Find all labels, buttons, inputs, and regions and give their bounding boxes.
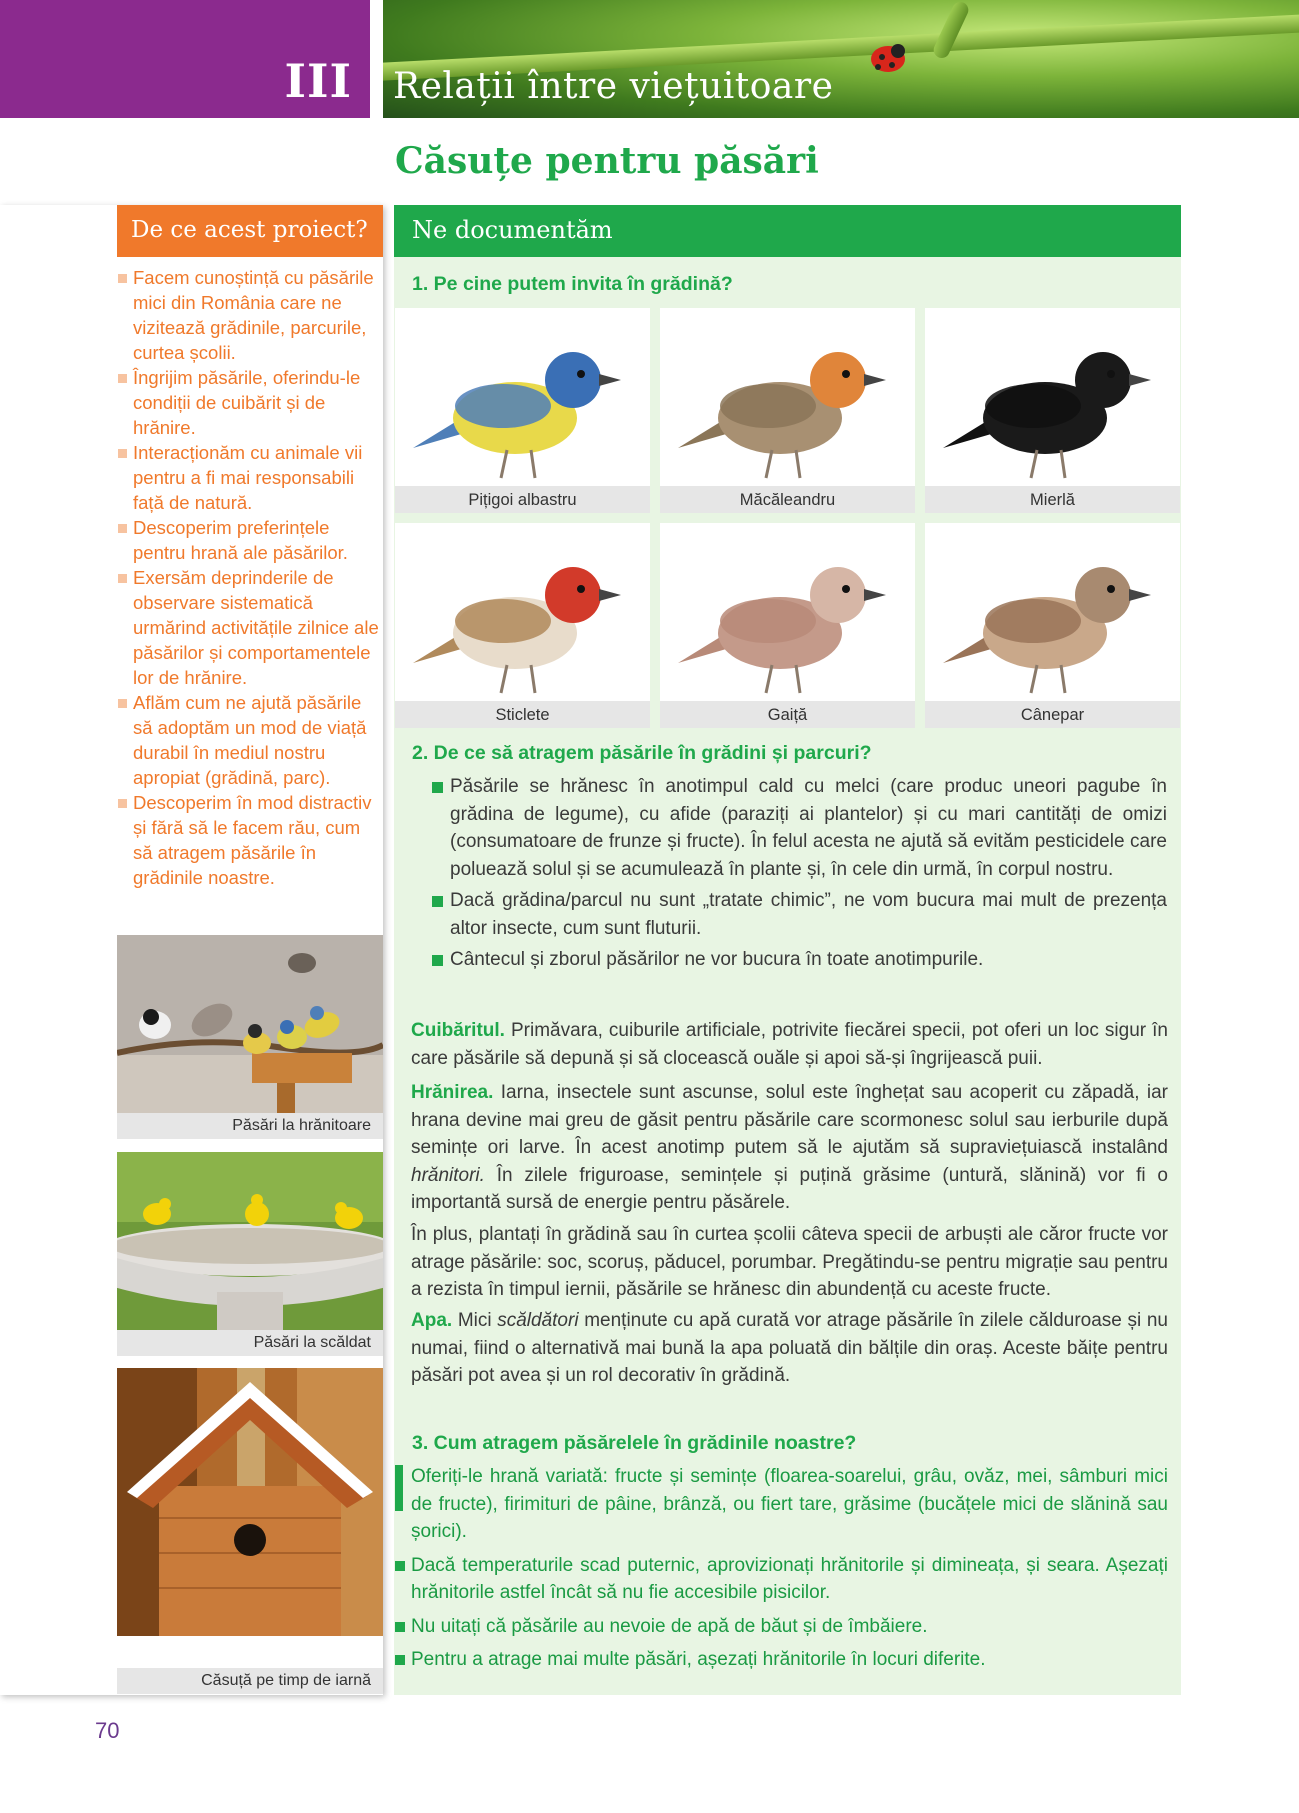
list-item: Dacă temperaturile scad puternic, aprovizionați hrănitorile și dimineața, și seara. Așezați hrănitorile astfel încât să nu fie accesibile pisicilor. [393,1552,1168,1607]
list-item: Cântecul și zborul păsărilor ne vor bucura în toate anotimpurile. [432,946,1167,974]
bird-card [395,523,650,728]
bird-caption: Măcăleandru [660,486,915,513]
bird-caption: Sticlete [395,701,650,728]
bird-card [660,523,915,728]
list-item: Oferiți-le hrană variată: fructe și semințe (floarea-soarelui, grâu, ovăz, mei, sâmburi mici de fructe), firimituri de pâine, brânză, ou fiert tare, grăsime (bucățele mici de slănină sau șorici). [393,1463,1168,1546]
feeding-label: Hrănirea. [411,1082,494,1103]
why-item: Exersăm deprinderile de observare sistematică urmărind activitățile zilnice ale păsărilor și comportamentele lor de hrănire. [117,565,379,690]
bird-caption: Cânepar [925,701,1180,728]
birdhouse-photo [117,1368,383,1668]
feeding-paragraph: Hrănirea. Iarna, insectele sunt ascunse, solul este înghețat sau acoperit cu zăpadă, iar hrana devine mai greu de găsit pentru păsările care scormonesc solul sau ierburile după semințe ori larve. În acest anotimp putem să le ajutăm să supraviețuiască instalând hrănitori. În zilele friguroase, semințele și puțină grăsime (untură, slănină) vor fi o importantă sursă de energie pentru păsărele. [411,1082,1168,1213]
photo-caption: Păsări la hrănitoare [117,1113,383,1139]
bath-photo [117,1152,383,1330]
page-title: Căsuțe pentru păsări [395,140,819,182]
question-1-title: 1. Pe cine putem invita în grădină? [412,273,733,295]
tips-list [393,1463,1168,1680]
why-item: Descoperim preferințele pentru hrană ale păsărilor. [117,515,379,565]
list-item: Pentru a atrage mai multe păsări, așezați hrănitorile în locuri diferite. [393,1646,1168,1674]
photo-card-birdhouse [117,1368,383,1694]
photo-caption: Căsuță pe timp de iarnă [117,1668,383,1694]
photo-caption: Păsări la scăldat [117,1330,383,1356]
question-2-title: 2. De ce să atragem păsările în grădini și parcuri? [412,742,872,764]
feeder-photo [117,935,383,1113]
bird-grid [395,308,1181,728]
question-3-title: 3. Cum atragem păsărelele în grădinile noastre? [412,1432,857,1454]
why-item: Facem cunoștință cu păsările mici din România care ne vizitează grădinile, parcurile, curtea școlii. [117,265,379,365]
photo-card-feeder [117,935,383,1139]
page-number: 70 [95,1718,120,1743]
nesting-label: Cuibăritul. [411,1020,505,1041]
robin-icon [660,308,915,486]
list-item: Păsările se hrănesc în anotimpul cald cu melci (care produc uneori pagube în grădina de legume), cu afide (paraziți ai plantelor) și cu mari cantități de omizi (consumatoare de frunze și fructe). În felul acesta ne ajută să evităm pesticidele care poluează solul și se acumulează în plante și, în cele din urmă, în corpul nostru. [432,773,1167,883]
bird-card [395,308,650,513]
bird-caption: Mierlă [925,486,1180,513]
blue-tit-icon [395,308,650,486]
jay-icon [660,523,915,701]
why-item: Aflăm cum ne ajută păsările să adoptăm un mod de viață durabil în mediul nostru apropiat (grădină, parc). [117,690,379,790]
blackbird-icon [925,308,1180,486]
why-heading: De ce acest proiect? [117,205,383,257]
chapter-box [0,0,370,118]
documentation-heading: Ne documentăm [394,205,1181,257]
water-paragraph: Apa. Mici scăldători menținute cu apă curată vor atrage păsările în zilele călduroase și nu numai, fiind o alternativă mai bună la apa poluată din bălțile din oraș. Aceste băițe pentru păsări pot avea și un rol decorativ în grădină. [411,1310,1168,1386]
chapter-number: III [284,54,352,108]
why-item: Interacționăm cu animale vii pentru a fi mai responsabili față de natură. [117,440,379,515]
why-item: Descoperim în mod distractiv și fără să le facem rău, cum să atragem păsările în grădinile noastre. [117,790,379,890]
bird-card [660,308,915,513]
why-list [117,265,379,890]
goldfinch-icon [395,523,650,701]
bird-caption: Pițigoi albastru [395,486,650,513]
nesting-paragraph: Cuibăritul. Primăvara, cuiburile artificiale, potrivite fiecărei specii, pot oferi un loc sigur în care păsările să depună și să clocească ouăle și apoi să-și îngrijească puii. [411,1020,1168,1069]
water-label: Apa. [411,1310,453,1331]
linnet-icon [925,523,1180,701]
list-item: Nu uitați că păsările au nevoie de apă de băut și de îmbăiere. [393,1613,1168,1641]
bird-card [925,523,1180,728]
photo-card-bath [117,1152,383,1356]
shrubs-paragraph: În plus, plantați în grădină sau în curtea școlii câteva specii de arbuști ale căror fructe vor atrage păsările: soc, scoruș, păducel, porumbar. Pregătindu-se pentru migrație sau pentru a rezista în timpul iernii, păsările se hrănesc din abundență cu aceste fructe. [411,1224,1168,1300]
chapter-title: Relații între viețuitoare [393,66,834,107]
bird-card [925,308,1180,513]
bird-caption: Gaiță [660,701,915,728]
reasons-list [432,773,1167,978]
list-item: Dacă grădina/parcul nu sunt „tratate chimic”, ne vom bucura mai mult de prezența altor insecte, cum sunt fluturii. [432,887,1167,942]
why-item: Îngrijim păsările, oferindu-le condiții de cuibărit și de hrănire. [117,365,379,440]
